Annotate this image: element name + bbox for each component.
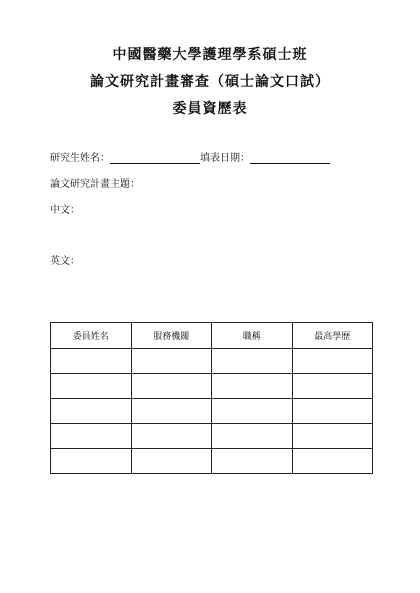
table-cell[interactable]: [292, 424, 373, 449]
table-cell[interactable]: [131, 399, 212, 424]
table-cell[interactable]: [131, 374, 212, 399]
header-highest-degree: 最高學歷: [292, 323, 373, 349]
table-row: [51, 349, 373, 374]
chinese-label: 中文：: [50, 205, 80, 216]
table-cell[interactable]: [292, 374, 373, 399]
table-row: [51, 449, 373, 474]
header-organization: 服務機關: [131, 323, 212, 349]
table-cell[interactable]: [51, 349, 132, 374]
table-row: [51, 399, 373, 424]
student-name-label: 研究生姓名：: [50, 153, 110, 164]
fill-date-label: 填表日期：: [200, 153, 250, 164]
document-title-form: 委員資歷表: [172, 101, 248, 117]
table-header-row: [51, 323, 373, 349]
topic-row: [50, 175, 140, 190]
table-cell[interactable]: [131, 349, 212, 374]
english-label: 英文：: [50, 256, 80, 267]
student-info-row: [50, 149, 330, 164]
table-cell[interactable]: [292, 449, 373, 474]
table-cell[interactable]: [292, 399, 373, 424]
topic-label: 論文研究計畫主題：: [50, 179, 140, 190]
table-cell[interactable]: [131, 424, 212, 449]
table-cell[interactable]: [212, 399, 293, 424]
fill-date-field[interactable]: [250, 153, 330, 164]
table-cell[interactable]: [51, 374, 132, 399]
chinese-topic-row: [50, 201, 80, 216]
english-topic-row: [50, 252, 80, 267]
table-cell[interactable]: [212, 424, 293, 449]
table-cell[interactable]: [212, 349, 293, 374]
header-committee-name: 委員姓名: [51, 323, 132, 349]
document-title-review: 論文研究計畫審查（碩士論文口試）: [90, 74, 330, 90]
table-cell[interactable]: [292, 349, 373, 374]
table-cell[interactable]: [131, 449, 212, 474]
table-row: [51, 424, 373, 449]
table-cell[interactable]: [51, 424, 132, 449]
table-cell[interactable]: [51, 399, 132, 424]
table-row: [51, 374, 373, 399]
table-cell[interactable]: [212, 449, 293, 474]
student-name-field[interactable]: [110, 153, 200, 164]
committee-table: [50, 322, 373, 474]
header-job-title: 職稱: [212, 323, 293, 349]
document-title-school: 中國醫藥大學護理學系碩士班: [112, 47, 308, 63]
table-cell[interactable]: [51, 449, 132, 474]
table-cell[interactable]: [212, 374, 293, 399]
